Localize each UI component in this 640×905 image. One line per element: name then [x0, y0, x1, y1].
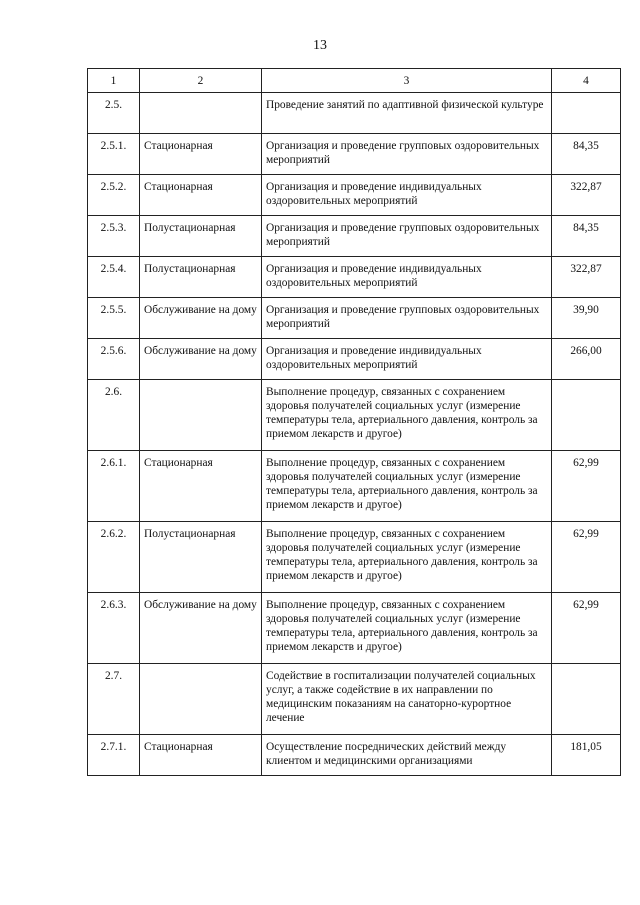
row-number: 2.5.1.	[88, 134, 140, 175]
row-number: 2.5.	[88, 93, 140, 134]
service-description: Выполнение процедур, связанных с сохранением здоровья получателей социальных услуг (измерение температуры тела, артериального давления, контроль за приемом лекарств и другое)	[262, 522, 552, 593]
service-description: Организация и проведение индивидуальных оздоровительных мероприятий	[262, 339, 552, 380]
service-form: Полустационарная	[140, 257, 262, 298]
service-description: Организация и проведение индивидуальных оздоровительных мероприятий	[262, 175, 552, 216]
table-row	[88, 522, 621, 593]
service-price: 322,87	[552, 257, 621, 298]
service-form: Обслуживание на дому	[140, 298, 262, 339]
service-form: Стационарная	[140, 134, 262, 175]
service-form	[140, 380, 262, 451]
service-price: 181,05	[552, 735, 621, 776]
service-price: 322,87	[552, 175, 621, 216]
service-description: Выполнение процедур, связанных с сохранением здоровья получателей социальных услуг (измерение температуры тела, артериального давления, контроль за приемом лекарств и другое)	[262, 451, 552, 522]
row-number: 2.7.	[88, 664, 140, 735]
service-description: Осуществление посреднических действий между клиентом и медицинскими организациями	[262, 735, 552, 776]
service-description: Содействие в госпитализации получателей социальных услуг, а также содействие в их направлении по медицинским показаниям на санаторно-курортное лечение	[262, 664, 552, 735]
service-price: 39,90	[552, 298, 621, 339]
service-description: Выполнение процедур, связанных с сохранением здоровья получателей социальных услуг (измерение температуры тела, артериального давления, контроль за приемом лекарств и другое)	[262, 593, 552, 664]
row-number: 2.5.2.	[88, 175, 140, 216]
header-row	[88, 69, 621, 93]
row-number: 2.6.	[88, 380, 140, 451]
service-description: Организация и проведение групповых оздоровительных мероприятий	[262, 216, 552, 257]
row-number: 2.5.5.	[88, 298, 140, 339]
header-col-1: 1	[88, 69, 140, 93]
service-price	[552, 664, 621, 735]
table-row	[88, 298, 621, 339]
service-form: Стационарная	[140, 451, 262, 522]
row-number: 2.6.2.	[88, 522, 140, 593]
service-price: 62,99	[552, 522, 621, 593]
service-price: 84,35	[552, 216, 621, 257]
service-description: Организация и проведение индивидуальных оздоровительных мероприятий	[262, 257, 552, 298]
row-number: 2.5.4.	[88, 257, 140, 298]
service-form	[140, 93, 262, 134]
table-row	[88, 175, 621, 216]
table-row	[88, 339, 621, 380]
table-row	[88, 93, 621, 134]
service-price: 266,00	[552, 339, 621, 380]
table-row	[88, 735, 621, 776]
service-form: Полустационарная	[140, 216, 262, 257]
table-row	[88, 664, 621, 735]
service-form: Полустационарная	[140, 522, 262, 593]
row-number: 2.5.6.	[88, 339, 140, 380]
service-form: Стационарная	[140, 735, 262, 776]
service-price	[552, 380, 621, 451]
table-row	[88, 257, 621, 298]
service-description: Выполнение процедур, связанных с сохранением здоровья получателей социальных услуг (измерение температуры тела, артериального давления, контроль за приемом лекарств и другое)	[262, 380, 552, 451]
service-form: Обслуживание на дому	[140, 339, 262, 380]
service-description: Организация и проведение групповых оздоровительных мероприятий	[262, 134, 552, 175]
service-form	[140, 664, 262, 735]
service-price: 62,99	[552, 593, 621, 664]
service-description: Организация и проведение групповых оздоровительных мероприятий	[262, 298, 552, 339]
header-col-4: 4	[552, 69, 621, 93]
header-col-2: 2	[140, 69, 262, 93]
row-number: 2.5.3.	[88, 216, 140, 257]
service-price: 84,35	[552, 134, 621, 175]
table-row	[88, 380, 621, 451]
row-number: 2.6.3.	[88, 593, 140, 664]
service-price: 62,99	[552, 451, 621, 522]
table-row	[88, 216, 621, 257]
table-row	[88, 451, 621, 522]
table-row	[88, 593, 621, 664]
service-price	[552, 93, 621, 134]
service-form: Обслуживание на дому	[140, 593, 262, 664]
service-form: Стационарная	[140, 175, 262, 216]
row-number: 2.6.1.	[88, 451, 140, 522]
services-table	[87, 68, 621, 776]
header-col-3: 3	[262, 69, 552, 93]
page-number: 13	[313, 38, 327, 53]
service-description: Проведение занятий по адаптивной физической культуре	[262, 93, 552, 134]
table-row	[88, 134, 621, 175]
row-number: 2.7.1.	[88, 735, 140, 776]
